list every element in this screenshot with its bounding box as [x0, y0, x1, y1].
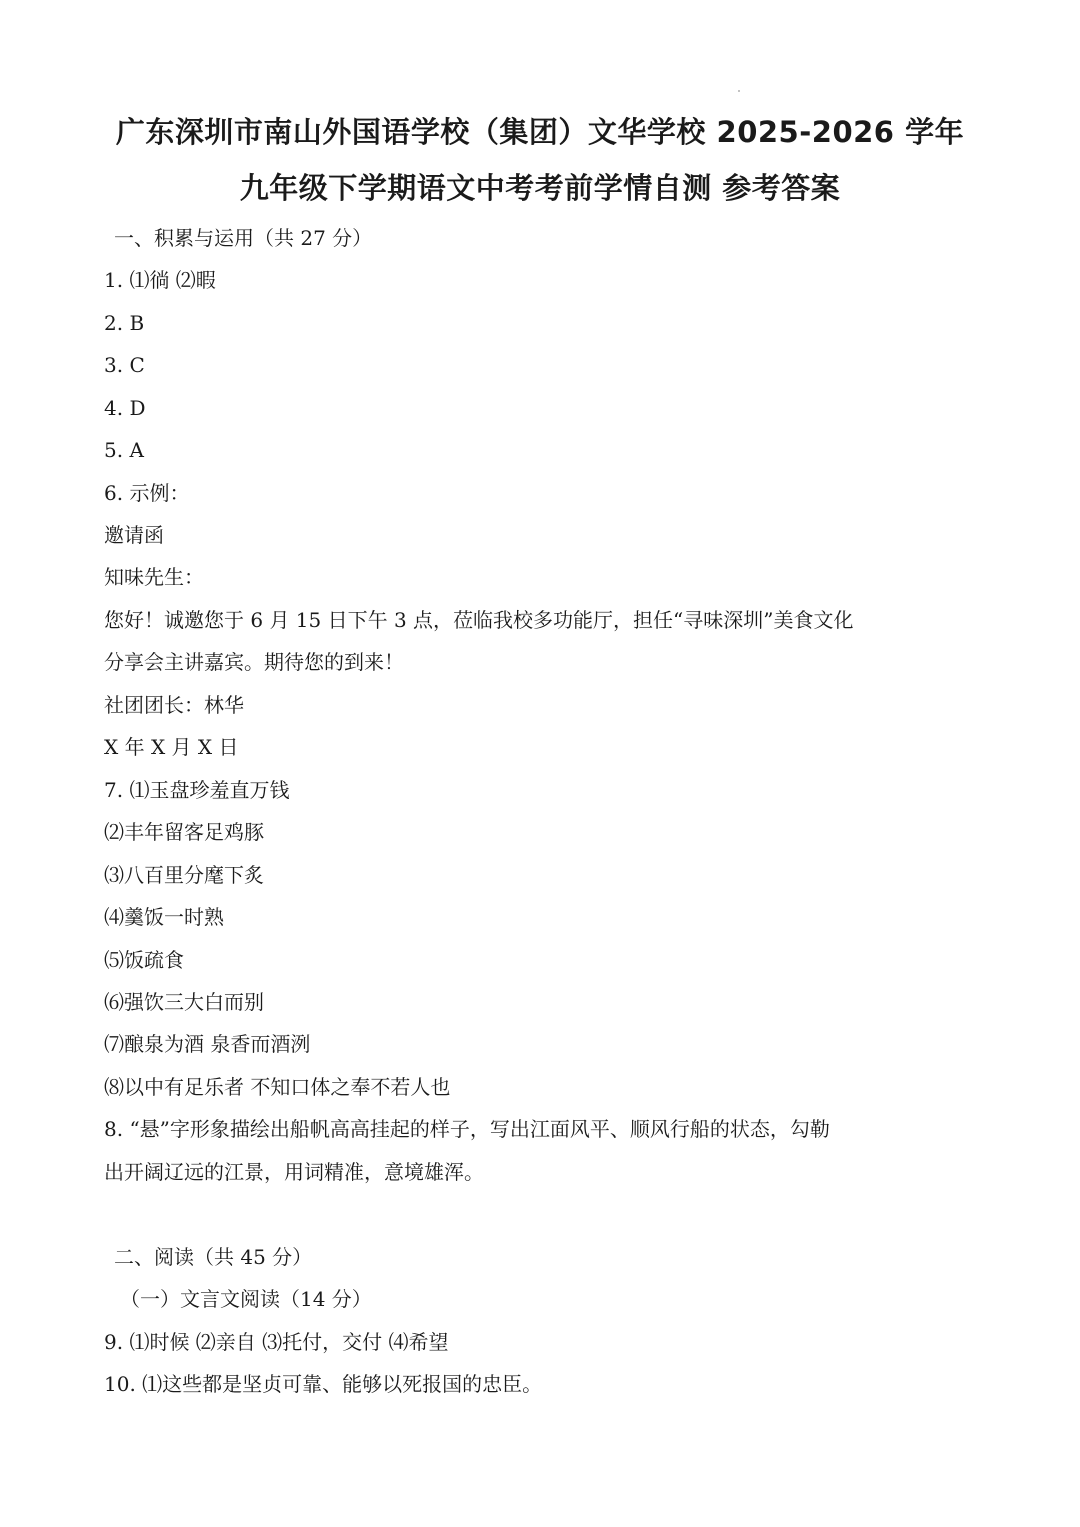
answer-q4: 4. D [104, 396, 146, 420]
answer-q5: 5. A [104, 438, 144, 462]
document-title-line-2: 九年级下学期语文中考考前学情自测 参考答案 [239, 171, 841, 205]
answer-q7-part-2: ⑵丰年留客足鸡豚 [104, 820, 264, 844]
answer-q6: 6. 示例： [104, 481, 190, 505]
answer-q6-body-line-1: 您好！诚邀您于 6 月 15 日下午 3 点，莅临我校多功能厅，担任“寻味深圳”美食文化 [104, 608, 854, 632]
document-title-line-1: 广东深圳市南山外国语学校（集团）文华学校 2025-2026 学年 [115, 115, 965, 149]
answer-q6-invitation-title: 邀请函 [104, 523, 164, 547]
answer-q8-line-1: 8. “悬”字形象描绘出船帆高高挂起的样子，写出江面风平、顺风行船的状态，勾勒 [104, 1117, 830, 1141]
answer-q7-part-1: 7. ⑴玉盘珍羞直万钱 [104, 778, 290, 802]
answer-q10: 10. ⑴这些都是坚贞可靠、能够以死报国的忠臣。 [104, 1372, 543, 1396]
answer-q8-line-2: 出开阔辽远的江景，用词精准，意境雄浑。 [104, 1160, 484, 1184]
subsection-heading-classical-chinese: （一）文言文阅读（14 分） [120, 1287, 372, 1311]
answer-q6-body-line-2: 分享会主讲嘉宾。期待您的到来！ [104, 650, 404, 674]
answer-q7-part-3: ⑶八百里分麾下炙 [104, 863, 264, 887]
answer-q9: 9. ⑴时候 ⑵亲自 ⑶托付，交付 ⑷希望 [104, 1330, 449, 1354]
answer-q7-part-5: ⑸饭疏食 [104, 948, 184, 972]
answer-q7-part-7: ⑺酿泉为酒 泉香而酒洌 [104, 1032, 311, 1056]
answer-q6-signature: 社团团长：林华 [104, 693, 244, 717]
scan-speck [738, 90, 740, 92]
answer-q1: 1. ⑴徜 ⑵暇 [104, 268, 216, 292]
answer-q7-part-6: ⑹强饮三大白而别 [104, 990, 264, 1014]
answer-q3: 3. C [104, 353, 145, 377]
section-heading-reading: 二、阅读（共 45 分） [114, 1245, 313, 1269]
answer-q6-salutation: 知味先生： [104, 565, 204, 589]
answer-q6-date: X 年 X 月 X 日 [104, 735, 239, 759]
section-heading-accumulation: 一、积累与运用（共 27 分） [114, 226, 373, 250]
answer-q7-part-8: ⑻以中有足乐者 不知口体之奉不若人也 [104, 1075, 451, 1099]
answer-q7-part-4: ⑷羹饭一时熟 [104, 905, 224, 929]
answer-q2: 2. B [104, 311, 145, 335]
